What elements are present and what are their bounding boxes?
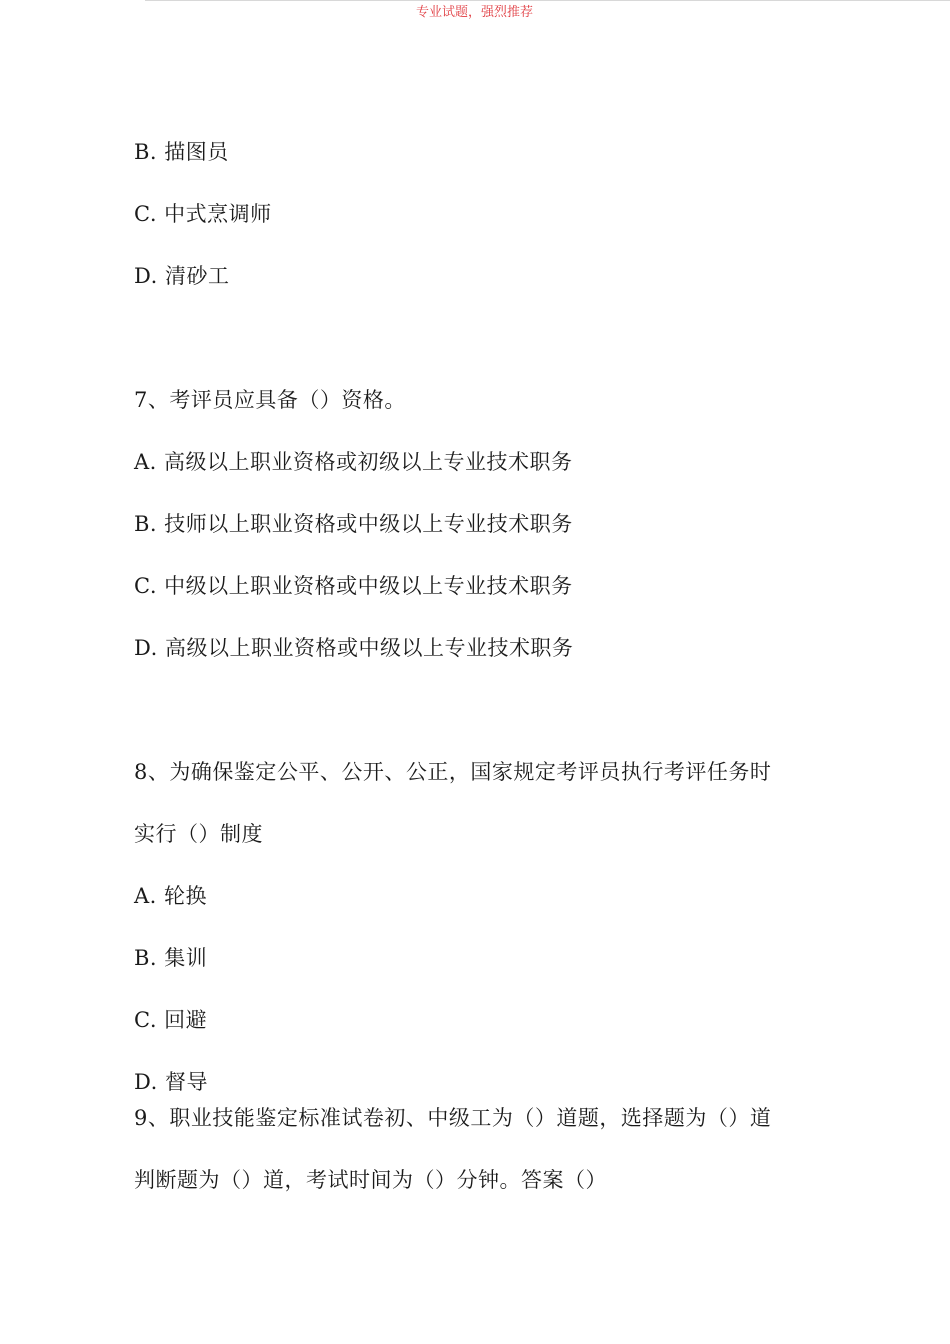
prev-option-d: D. 清砂工 xyxy=(134,264,230,288)
q8-option-c: C. 回避 xyxy=(134,1008,208,1032)
q7-option-a: A. 高级以上职业资格或初级以上专业技术职务 xyxy=(134,450,573,474)
q8-option-d: D. 督导 xyxy=(134,1070,208,1094)
q9-stem-line-2: 判断题为（）道，考试时间为（）分钟。答案（） xyxy=(134,1168,607,1192)
top-rule xyxy=(145,0,950,1)
q7-option-d: D. 高级以上职业资格或中级以上专业技术职务 xyxy=(134,636,574,660)
q9-stem-line-1: 9、职业技能鉴定标准试卷初、中级工为（）道题，选择题为（）道 xyxy=(134,1106,772,1130)
header-note: 专业试题，强烈推荐 xyxy=(416,5,534,20)
q8-stem-line-2: 实行（）制度 xyxy=(134,822,263,846)
q8-option-a: A. 轮换 xyxy=(134,884,208,908)
prev-option-c: C. 中式烹调师 xyxy=(134,202,272,226)
q7-option-c: C. 中级以上职业资格或中级以上专业技术职务 xyxy=(134,574,573,598)
q7-stem: 7、考评员应具备（）资格。 xyxy=(134,388,406,412)
q8-option-b: B. 集训 xyxy=(134,946,208,970)
prev-option-b: B. 描图员 xyxy=(134,140,229,164)
q7-option-b: B. 技师以上职业资格或中级以上专业技术职务 xyxy=(134,512,573,536)
q8-stem-line-1: 8、为确保鉴定公平、公开、公正，国家规定考评员执行考评任务时 xyxy=(134,760,772,784)
